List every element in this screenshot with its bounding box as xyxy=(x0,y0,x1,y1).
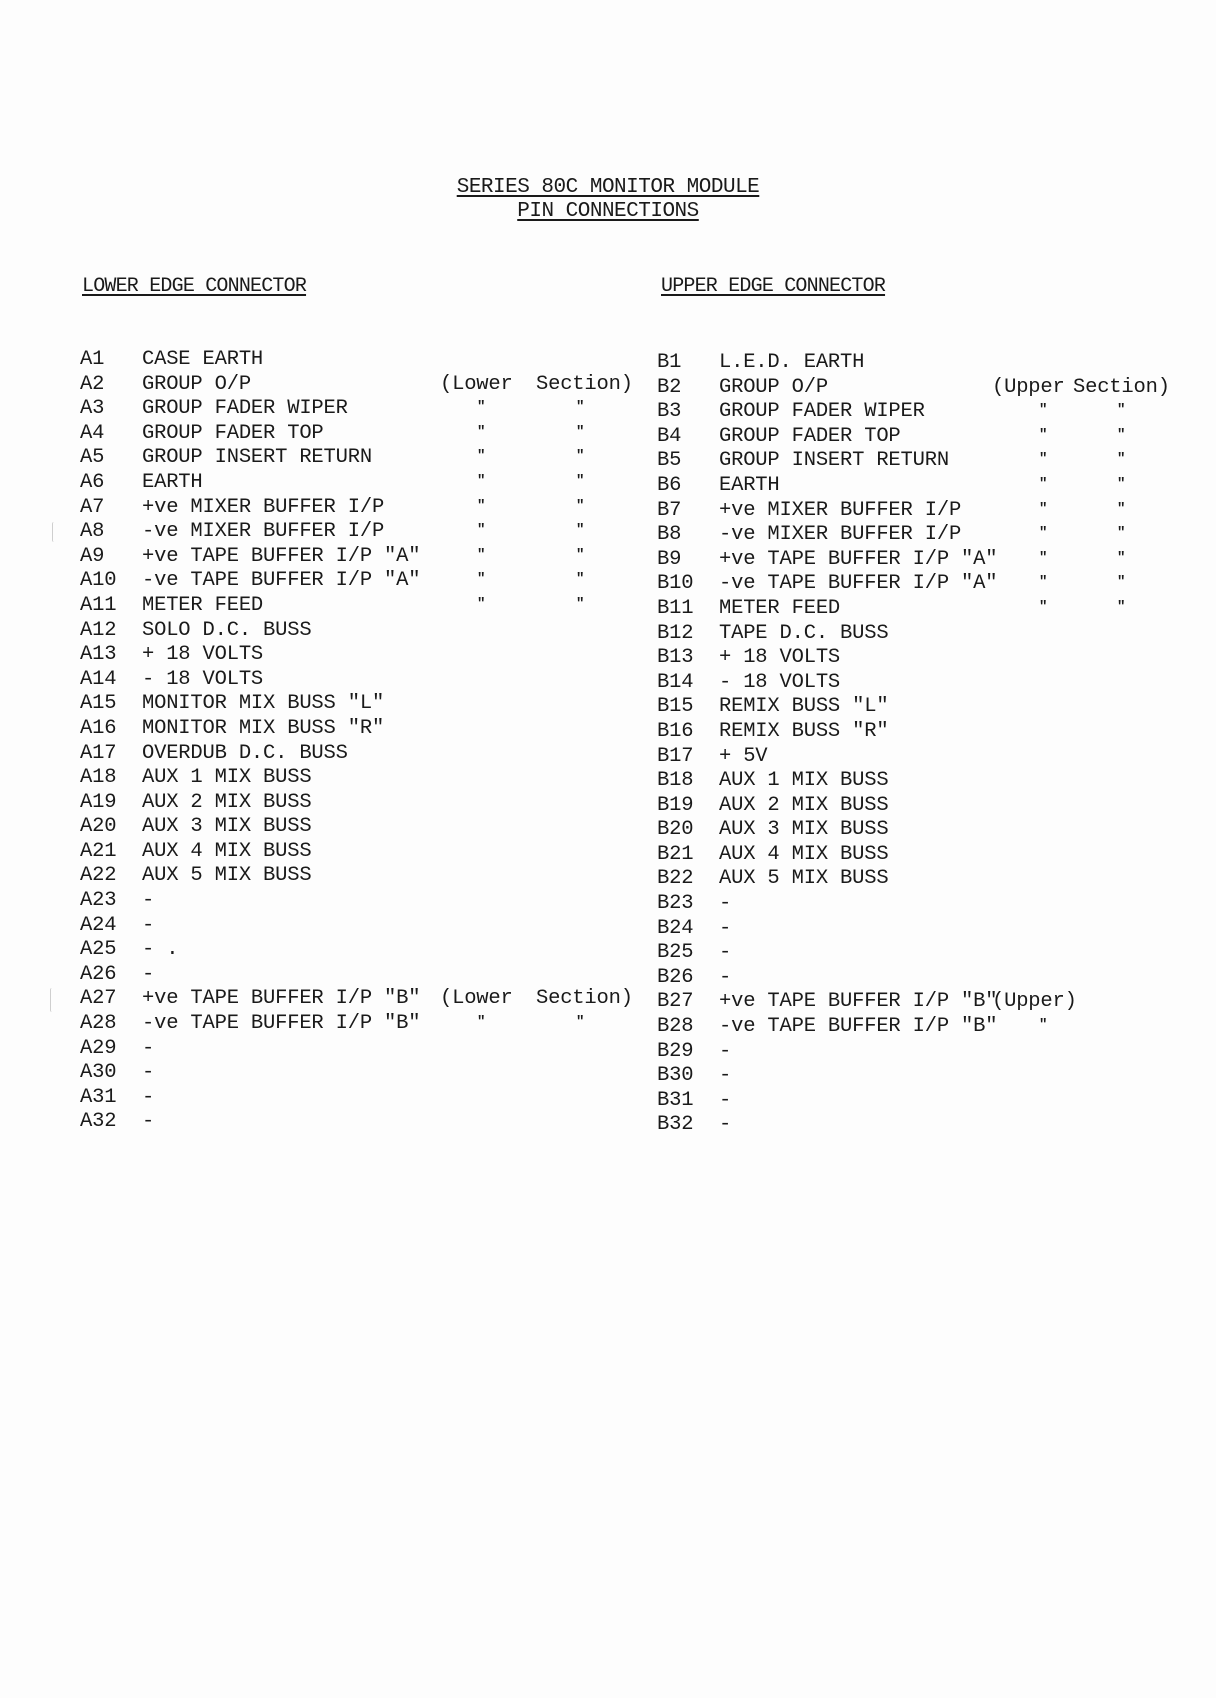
pin-row xyxy=(657,1064,1177,1089)
ditto-mark: " xyxy=(1117,574,1126,591)
pin-function: - xyxy=(142,913,155,937)
ditto-mark: " xyxy=(576,1014,585,1031)
title-line-1: SERIES 80C MONITOR MODULE xyxy=(456,176,760,199)
pin-function: -ve TAPE BUFFER I/P "B" xyxy=(142,1012,421,1036)
pin-id: B16 xyxy=(657,719,694,743)
pin-row xyxy=(80,594,640,619)
pin-function: AUX 3 MIX BUSS xyxy=(142,815,312,839)
pin-id: B25 xyxy=(657,941,694,965)
lower-pin-list xyxy=(80,348,640,1135)
ditto-mark: " xyxy=(576,472,585,489)
pin-row xyxy=(657,671,1177,696)
pin-row xyxy=(657,400,1177,425)
pin-function: GROUP O/P xyxy=(719,375,828,399)
pin-row xyxy=(657,572,1177,597)
pin-function: AUX 2 MIX BUSS xyxy=(719,793,889,817)
pin-row xyxy=(80,348,640,373)
pin-function: REMIX BUSS "L" xyxy=(719,695,889,719)
pin-id: B21 xyxy=(657,842,694,866)
pin-row xyxy=(80,422,640,447)
pin-function: AUX 3 MIX BUSS xyxy=(719,818,889,842)
pin-id: B26 xyxy=(657,965,694,989)
pin-row xyxy=(80,619,640,644)
pin-row xyxy=(80,1061,640,1086)
pin-id: A16 xyxy=(80,716,117,740)
pin-id: B32 xyxy=(657,1113,694,1137)
pin-function: AUX 4 MIX BUSS xyxy=(142,839,312,863)
pin-row xyxy=(80,496,640,521)
pin-function: + 5V xyxy=(719,744,768,768)
pin-function: L.E.D. EARTH xyxy=(719,351,865,374)
pin-row xyxy=(657,425,1177,450)
lower-connector-heading: LOWER EDGE CONNECTOR xyxy=(82,275,307,298)
pin-row xyxy=(657,818,1177,843)
pin-row xyxy=(657,745,1177,770)
pin-function: +ve TAPE BUFFER I/P "B" xyxy=(719,990,998,1014)
pin-row xyxy=(80,963,640,988)
ditto-mark: " xyxy=(1117,549,1126,566)
pin-row xyxy=(80,1086,640,1111)
ditto-mark: " xyxy=(477,595,486,612)
pin-function: EARTH xyxy=(142,470,203,494)
pin-id: B14 xyxy=(657,670,694,694)
pin-id: A32 xyxy=(80,1110,117,1134)
pin-id: A26 xyxy=(80,962,117,986)
pin-row xyxy=(657,867,1177,892)
section-note: Section) xyxy=(536,987,633,1011)
pin-id: A6 xyxy=(80,470,105,494)
pin-row xyxy=(657,1113,1177,1138)
pin-id: B1 xyxy=(657,351,682,374)
section-note: Section) xyxy=(1073,375,1170,399)
ditto-mark: " xyxy=(576,522,585,539)
pin-id: A23 xyxy=(80,889,117,913)
pin-id: A14 xyxy=(80,667,117,691)
pin-id: B4 xyxy=(657,424,682,448)
pin-id: A10 xyxy=(80,569,117,593)
pin-row xyxy=(657,1040,1177,1065)
pin-id: A4 xyxy=(80,421,105,445)
pin-function: - xyxy=(719,1088,732,1112)
pin-function: EARTH xyxy=(719,473,780,497)
ditto-mark: " xyxy=(1039,525,1048,542)
pin-id: A29 xyxy=(80,1036,117,1060)
pin-id: B11 xyxy=(657,596,694,620)
pin-row xyxy=(657,449,1177,474)
pin-function: + 18 VOLTS xyxy=(719,646,841,670)
ditto-mark: " xyxy=(1039,598,1048,615)
ditto-mark: " xyxy=(576,448,585,465)
ditto-mark: " xyxy=(1117,500,1126,517)
pin-id: B9 xyxy=(657,547,682,571)
ditto-mark: " xyxy=(576,423,585,440)
pin-id: B19 xyxy=(657,793,694,817)
pin-row xyxy=(657,720,1177,745)
ditto-mark: " xyxy=(576,399,585,416)
pin-id: B31 xyxy=(657,1088,694,1112)
pin-row xyxy=(657,990,1177,1015)
pin-row xyxy=(80,717,640,742)
pin-row xyxy=(657,622,1177,647)
pin-function: SOLO D.C. BUSS xyxy=(142,618,312,642)
section-note: (Lower xyxy=(440,372,513,396)
pin-row xyxy=(657,499,1177,524)
ditto-mark: " xyxy=(1039,574,1048,591)
pin-function: - xyxy=(142,1061,155,1085)
pin-function: + 18 VOLTS xyxy=(142,643,264,667)
pin-row xyxy=(657,474,1177,499)
pin-row xyxy=(80,545,640,570)
pin-row xyxy=(657,1089,1177,1114)
pin-function: +ve TAPE BUFFER I/P "B" xyxy=(142,987,421,1011)
pin-id: B17 xyxy=(657,744,694,768)
pin-row xyxy=(80,914,640,939)
pin-function: - xyxy=(719,941,732,965)
pin-row xyxy=(657,843,1177,868)
ditto-mark: " xyxy=(477,472,486,489)
pin-id: B5 xyxy=(657,449,682,473)
pin-function: - xyxy=(142,1036,155,1060)
section-note: (Lower xyxy=(440,987,513,1011)
pin-row xyxy=(657,351,1177,376)
ditto-mark: " xyxy=(1039,475,1048,492)
pin-function: -ve MIXER BUFFER I/P xyxy=(719,523,962,547)
pin-row xyxy=(80,1110,640,1135)
pin-id: B28 xyxy=(657,1015,694,1039)
pin-id: B20 xyxy=(657,818,694,842)
section-note: (Upper) xyxy=(992,990,1077,1014)
pin-function: CASE EARTH xyxy=(142,348,264,371)
pin-id: B3 xyxy=(657,400,682,424)
pin-row xyxy=(657,1015,1177,1040)
pin-id: B24 xyxy=(657,916,694,940)
pin-function: OVERDUB D.C. BUSS xyxy=(142,741,348,765)
pin-row xyxy=(80,840,640,865)
pin-row xyxy=(80,569,640,594)
ditto-mark: " xyxy=(1039,426,1048,443)
pin-function: - xyxy=(719,1113,732,1137)
ditto-mark: " xyxy=(477,423,486,440)
pin-row xyxy=(80,1012,640,1037)
pin-id: B18 xyxy=(657,769,694,793)
pin-id: A3 xyxy=(80,397,105,421)
ditto-mark: " xyxy=(477,546,486,563)
pin-function: AUX 4 MIX BUSS xyxy=(719,842,889,866)
pin-function: +ve MIXER BUFFER I/P xyxy=(142,495,385,519)
pin-row xyxy=(80,864,640,889)
pin-id: B22 xyxy=(657,867,694,891)
pin-function: GROUP INSERT RETURN xyxy=(719,449,949,473)
pin-function: AUX 1 MIX BUSS xyxy=(142,766,312,790)
pin-function: AUX 2 MIX BUSS xyxy=(142,790,312,814)
pin-id: A11 xyxy=(80,593,117,617)
pin-id: B12 xyxy=(657,621,694,645)
pin-row xyxy=(80,373,640,398)
pin-function: AUX 5 MIX BUSS xyxy=(142,864,312,888)
pin-row xyxy=(657,523,1177,548)
pin-id: B29 xyxy=(657,1039,694,1063)
pin-id: B6 xyxy=(657,473,682,497)
pin-function: - xyxy=(142,1085,155,1109)
pin-function: - xyxy=(142,889,155,913)
ditto-mark: " xyxy=(477,497,486,514)
pin-function: GROUP O/P xyxy=(142,372,251,396)
pin-row xyxy=(80,1037,640,1062)
pin-function: -ve TAPE BUFFER I/P "A" xyxy=(719,572,998,596)
pin-id: A2 xyxy=(80,372,105,396)
pin-function: - . xyxy=(142,938,179,962)
pin-id: A19 xyxy=(80,790,117,814)
pin-row xyxy=(80,938,640,963)
pin-row xyxy=(657,548,1177,573)
pin-function: GROUP FADER TOP xyxy=(142,421,324,445)
pin-function: -ve TAPE BUFFER I/P "B" xyxy=(719,1015,998,1039)
pin-function: GROUP FADER WIPER xyxy=(142,397,348,421)
pin-function: - 18 VOLTS xyxy=(719,670,841,694)
pin-id: A25 xyxy=(80,938,117,962)
pin-id: B2 xyxy=(657,375,682,399)
pin-id: A30 xyxy=(80,1061,117,1085)
pin-id: A8 xyxy=(80,520,105,544)
pin-id: B13 xyxy=(657,646,694,670)
pin-function: GROUP INSERT RETURN xyxy=(142,446,372,470)
pin-id: B30 xyxy=(657,1064,694,1088)
pin-row xyxy=(657,695,1177,720)
pin-function: - xyxy=(142,962,155,986)
pin-id: A5 xyxy=(80,446,105,470)
pin-function: TAPE D.C. BUSS xyxy=(719,621,889,645)
pin-id: B7 xyxy=(657,498,682,522)
pin-function: - xyxy=(719,965,732,989)
pin-id: A12 xyxy=(80,618,117,642)
pin-id: A21 xyxy=(80,839,117,863)
upper-pin-list xyxy=(657,351,1177,1138)
pin-id: A15 xyxy=(80,692,117,716)
pin-id: A22 xyxy=(80,864,117,888)
pin-row xyxy=(657,917,1177,942)
ditto-mark: " xyxy=(1117,402,1126,419)
pin-id: A18 xyxy=(80,766,117,790)
ditto-mark: " xyxy=(477,448,486,465)
pin-function: -ve TAPE BUFFER I/P "A" xyxy=(142,569,421,593)
paper-mark xyxy=(52,522,56,542)
pin-row xyxy=(80,889,640,914)
pin-row xyxy=(80,668,640,693)
pin-row xyxy=(657,892,1177,917)
upper-connector-heading: UPPER EDGE CONNECTOR xyxy=(661,275,886,298)
pin-row xyxy=(657,376,1177,401)
ditto-mark: " xyxy=(1117,426,1126,443)
pin-function: - xyxy=(719,1039,732,1063)
pin-row xyxy=(80,643,640,668)
ditto-mark: " xyxy=(1117,525,1126,542)
ditto-mark: " xyxy=(1117,451,1126,468)
pin-function: AUX 1 MIX BUSS xyxy=(719,769,889,793)
ditto-mark: " xyxy=(477,522,486,539)
pin-function: MONITOR MIX BUSS "R" xyxy=(142,716,385,740)
pin-id: B10 xyxy=(657,572,694,596)
pin-function: - 18 VOLTS xyxy=(142,667,264,691)
ditto-mark: " xyxy=(477,399,486,416)
pin-row xyxy=(657,794,1177,819)
pin-function: GROUP FADER TOP xyxy=(719,424,901,448)
pin-function: GROUP FADER WIPER xyxy=(719,400,925,424)
pin-id: B15 xyxy=(657,695,694,719)
pin-id: B8 xyxy=(657,523,682,547)
pin-row xyxy=(80,471,640,496)
ditto-mark: " xyxy=(576,595,585,612)
pin-id: A1 xyxy=(80,348,105,371)
pin-function: MONITOR MIX BUSS "L" xyxy=(142,692,385,716)
pin-function: +ve MIXER BUFFER I/P xyxy=(719,498,962,522)
ditto-mark: " xyxy=(1117,598,1126,615)
pin-function: +ve TAPE BUFFER I/P "A" xyxy=(719,547,998,571)
pin-function: REMIX BUSS "R" xyxy=(719,719,889,743)
pin-id: A13 xyxy=(80,643,117,667)
pin-function: -ve MIXER BUFFER I/P xyxy=(142,520,385,544)
pin-id: A7 xyxy=(80,495,105,519)
pin-row xyxy=(657,597,1177,622)
ditto-mark: " xyxy=(1039,500,1048,517)
pin-row xyxy=(80,791,640,816)
pin-row xyxy=(80,397,640,422)
pin-row xyxy=(80,446,640,471)
pin-function: METER FEED xyxy=(142,593,264,617)
pin-function: +ve TAPE BUFFER I/P "A" xyxy=(142,544,421,568)
pin-function: METER FEED xyxy=(719,596,841,620)
section-note: Section) xyxy=(536,372,633,396)
pin-id: A17 xyxy=(80,741,117,765)
ditto-mark: " xyxy=(576,571,585,588)
ditto-mark: " xyxy=(576,497,585,514)
pin-id: A31 xyxy=(80,1085,117,1109)
title-line-2: PIN CONNECTIONS xyxy=(517,200,699,223)
ditto-mark: " xyxy=(1039,402,1048,419)
pin-row xyxy=(80,987,640,1012)
pin-row xyxy=(80,742,640,767)
pin-id: A27 xyxy=(80,987,117,1011)
pin-id: B27 xyxy=(657,990,694,1014)
section-note: (Upper xyxy=(992,375,1065,399)
pin-function: - xyxy=(142,1110,155,1134)
pin-row xyxy=(657,966,1177,991)
pin-function: - xyxy=(719,916,732,940)
pin-id: A20 xyxy=(80,815,117,839)
ditto-mark: " xyxy=(576,546,585,563)
paper-mark xyxy=(50,988,54,1012)
pin-function: - xyxy=(719,1064,732,1088)
ditto-mark: " xyxy=(1039,549,1048,566)
pin-row xyxy=(80,766,640,791)
pin-row xyxy=(80,815,640,840)
ditto-mark: " xyxy=(1039,451,1048,468)
pin-function: AUX 5 MIX BUSS xyxy=(719,867,889,891)
pin-row xyxy=(657,941,1177,966)
pin-row xyxy=(657,769,1177,794)
pin-id: A28 xyxy=(80,1012,117,1036)
document-title xyxy=(0,176,1216,224)
ditto-mark: " xyxy=(1039,1017,1048,1034)
pin-id: A24 xyxy=(80,913,117,937)
pin-id: A9 xyxy=(80,544,105,568)
pin-row xyxy=(657,646,1177,671)
ditto-mark: " xyxy=(477,571,486,588)
pin-function: - xyxy=(719,892,732,916)
pin-row xyxy=(80,520,640,545)
ditto-mark: " xyxy=(1117,475,1126,492)
pin-row xyxy=(80,692,640,717)
pin-id: B23 xyxy=(657,892,694,916)
ditto-mark: " xyxy=(477,1014,486,1031)
